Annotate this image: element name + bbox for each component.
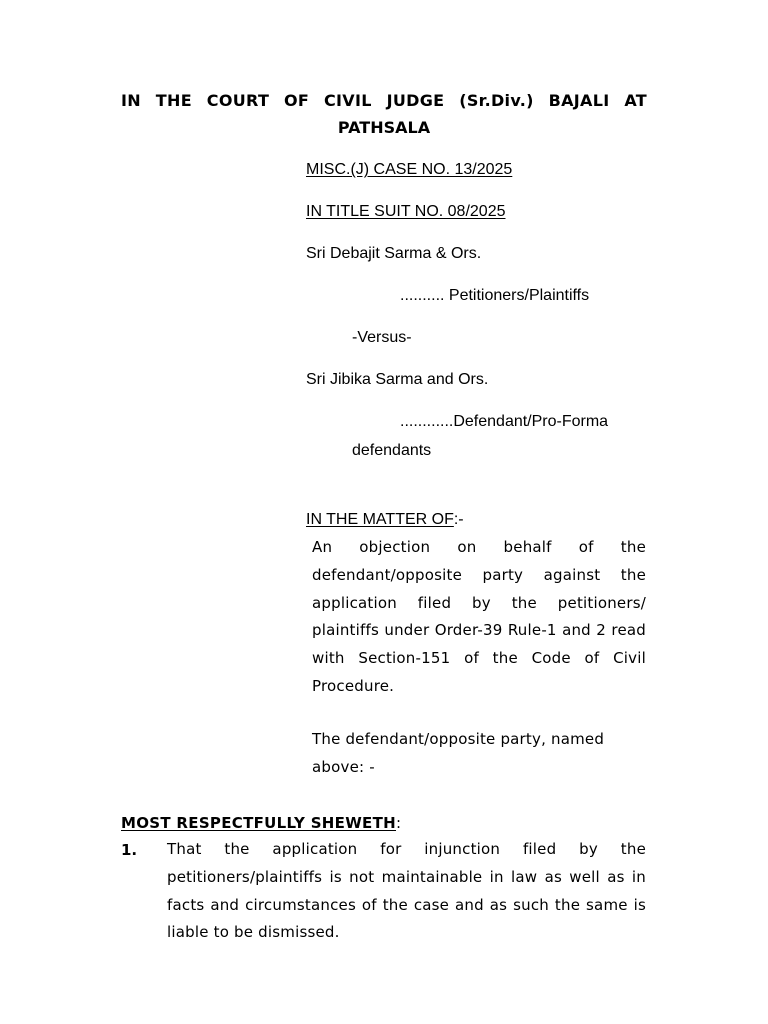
- petitioner-name: Sri Debajit Sarma & Ors.: [306, 245, 482, 262]
- versus-label: -Versus-: [352, 329, 412, 346]
- sheweth-colon: :: [396, 814, 402, 832]
- point-text: That the application for injunction filed by the petitioners/plaintiffs is not maintainable in law as well as in facts and circumstances of the case and as such the same is liable to be dismissed.: [167, 840, 646, 942]
- misc-case-number: MISC.(J) CASE NO. 13/2025: [306, 161, 513, 178]
- matter-suffix: :-: [453, 511, 464, 528]
- defendant-role-line1: ............Defendant/Pro-Forma: [400, 413, 609, 430]
- defendant-role-line2: defendants: [352, 442, 432, 459]
- sheweth-label: MOST RESPECTFULLY SHEWETH: [121, 814, 396, 832]
- sheweth-heading: [121, 811, 401, 835]
- matter-label: IN THE MATTER OF: [306, 511, 454, 528]
- court-title-line2: PATHSALA: [337, 118, 431, 137]
- matter-intro: The defendant/opposite party, named above: -: [312, 730, 605, 776]
- matter-heading: [306, 510, 464, 530]
- petitioner-role: .......... Petitioners/Plaintiffs: [400, 287, 590, 304]
- point-number: 1.: [121, 841, 138, 859]
- matter-description: An objection on behalf of the defendant/opposite party against the application filed by the petitioners/ plaintiffs under Order-39 Rule-1 and 2 read with Section-151 of the Code of Civil Procedure.: [312, 538, 646, 695]
- defendant-name: Sri Jibika Sarma and Ors.: [306, 371, 489, 388]
- court-title-line1: IN THE COURT OF CIVIL JUDGE (Sr.Div.) BAJALI AT: [121, 91, 647, 110]
- title-suit-number: IN TITLE SUIT NO. 08/2025: [306, 203, 506, 220]
